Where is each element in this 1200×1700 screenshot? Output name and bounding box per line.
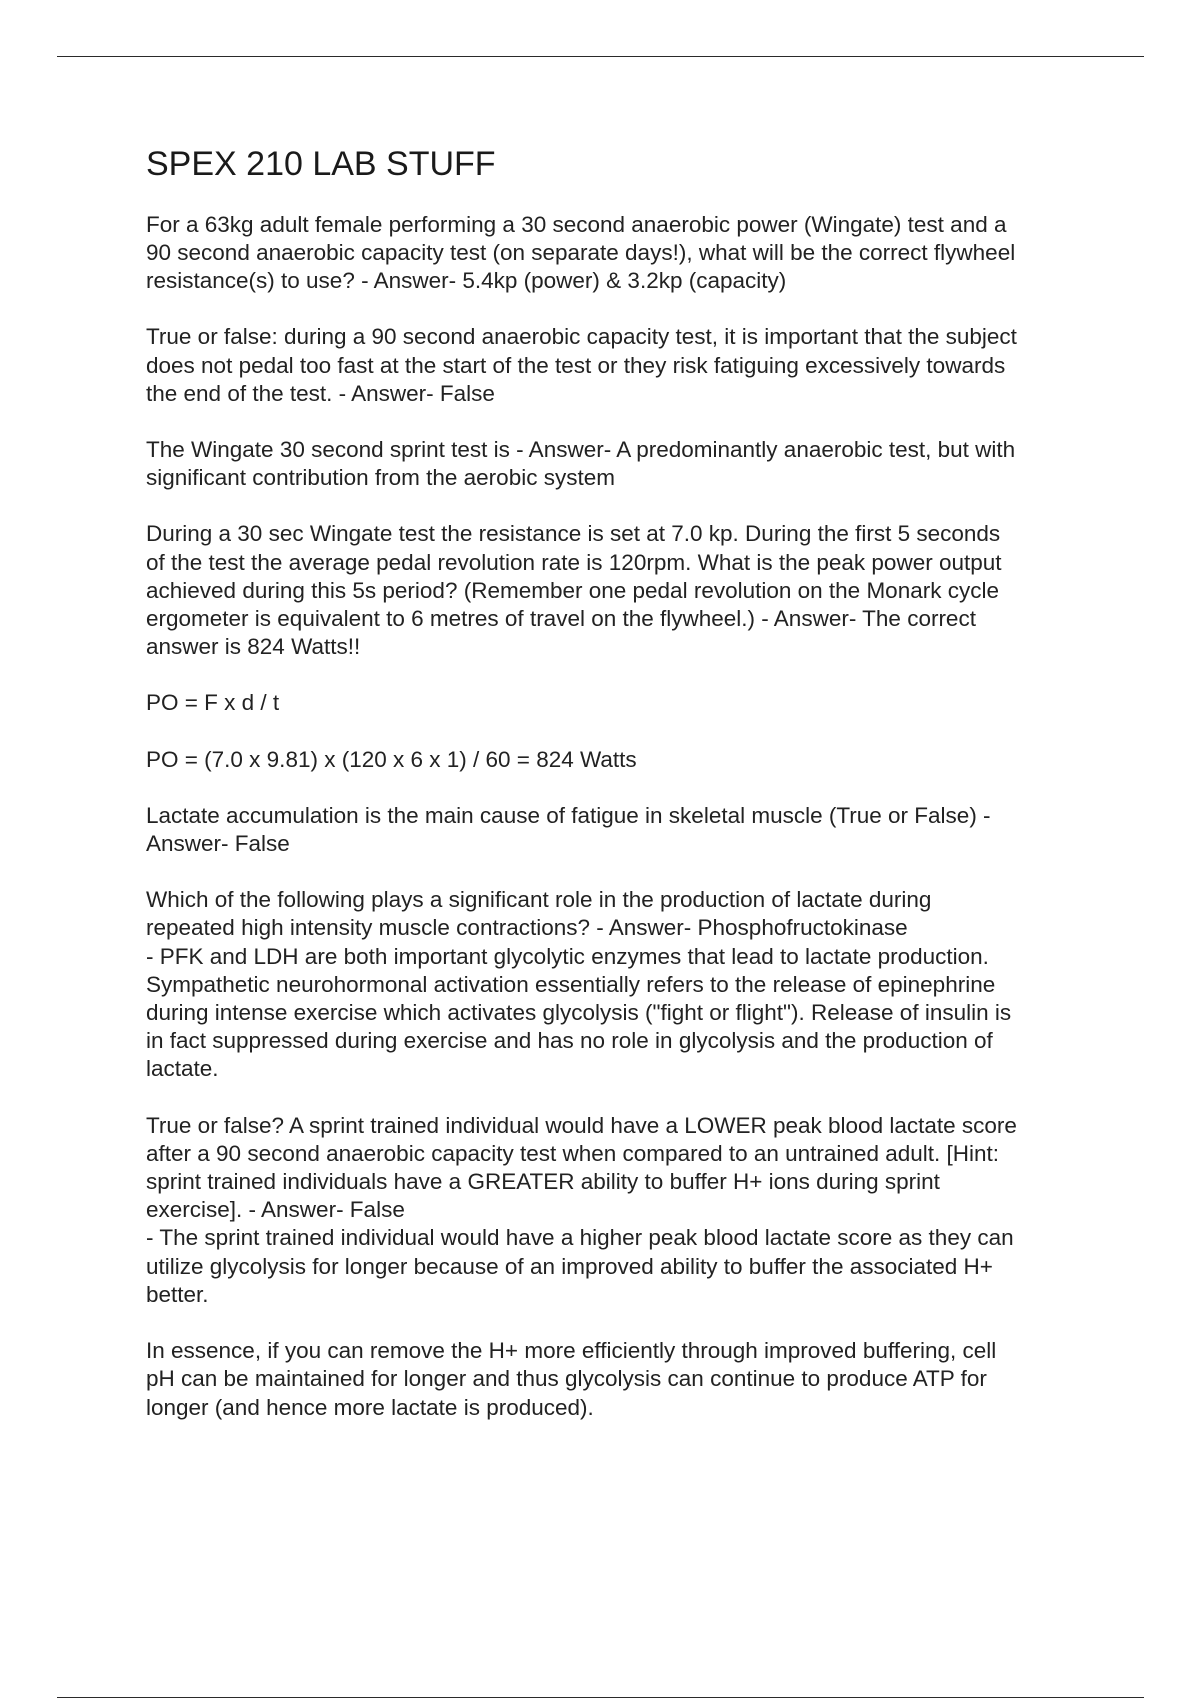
qa-paragraph-wingate-test: The Wingate 30 second sprint test is - Answer- A predominantly anaerobic test, but with significant contribution from the aerobic system xyxy=(146,437,1016,491)
paragraph-buffering-summary: In essence, if you can remove the H+ more efficiently through improved buffering, cell pH can be maintained for longer and thus glycolysis can continue to produce ATP for longer (and hence more lactate is produced). xyxy=(146,1338,997,1420)
top-divider xyxy=(57,56,1144,57)
document-title: SPEX 210 LAB STUFF xyxy=(146,145,496,183)
document-body xyxy=(146,144,1106,1450)
formula-power-output: PO = F x d / t xyxy=(146,690,280,716)
qa-paragraph-lactate-fatigue: Lactate accumulation is the main cause of fatigue in skeletal muscle (True or False) - Answer- False xyxy=(146,802,991,857)
formula-power-calculation: PO = (7.0 x 9.81) x (120 x 6 x 1) / 60 = 824 Watts xyxy=(146,746,637,772)
qa-paragraph-flywheel-resistance: For a 63kg adult female performing a 30 second anaerobic power (Wingate) test and a 90 second anaerobic capacity test (on separate days!), what will be the correct flywheel resistance(s) to use? - Answer- 5.4kp (power) & 3.2kp (capacity) xyxy=(146,211,1016,294)
qa-paragraph-peak-power: During a 30 sec Wingate test the resistance is set at 7.0 kp. During the first 5 seconds of the test the average pedal revolution rate is 120rpm. What is the peak power output achieved during this 5s period? (Remember one pedal revolution on the Monark cycle ergometer is equivalent to 6 metres of travel on the flywheel.) - Answer- The correct answer is 824 Watts!! xyxy=(146,521,1002,660)
qa-paragraph-pedal-pacing: True or false: during a 90 second anaerobic capacity test, it is important that the subject does not pedal too fast at the start of the test or they risk fatiguing excessively towards the end of the test. - Answer- False xyxy=(146,324,1017,406)
qa-paragraph-sprint-trained: True or false? A sprint trained individual would have a LOWER peak blood lactate score after a 90 second anaerobic capacity test when compared to an untrained adult. [Hint: sprint trained individuals have a GREATER ability to buffer H+ ions during sprint exercise]. - Answer- False - The sprint trained individual would have a higher peak blood lactate score as they can utilize glycolysis for longer because of an improved ability to buffer the associated H+ better. xyxy=(146,1112,1017,1307)
qa-paragraph-lactate-production: Which of the following plays a significant role in the production of lactate during repeated high intensity muscle contractions? - Answer- Phosphofructokinase - PFK and LDH are both important glycolytic enzymes that lead to lactate production. Sympathetic neurohormonal activation essentially refers to the release of epinephrine during intense exercise which activates glycolysis ("fight or flight"). Release of insulin is in fact suppressed during exercise and has no role in glycolysis and the production of lactate. xyxy=(146,887,1012,1082)
bottom-divider xyxy=(57,1697,1144,1698)
